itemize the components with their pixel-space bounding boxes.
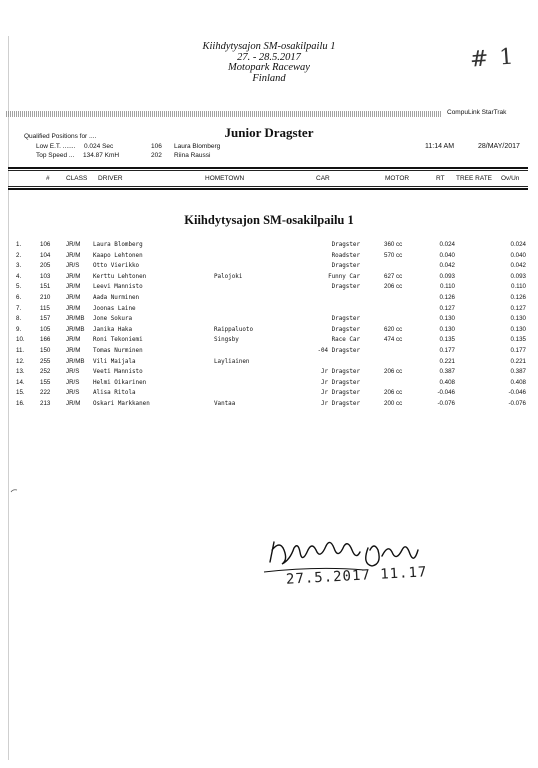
result-driver: Kerttu Lehtonen <box>93 273 147 280</box>
result-car: Dragster <box>331 326 360 333</box>
table-row <box>0 272 538 283</box>
event-dates: 27. - 28.5.2017 <box>237 51 301 63</box>
table-row <box>0 325 538 336</box>
report-time: 11:14 AM <box>425 143 455 150</box>
table-row <box>0 240 538 251</box>
result-car-number: 255 <box>40 357 51 365</box>
result-motor: 200 cc <box>384 399 403 407</box>
result-over-under: 0.135 <box>510 336 526 344</box>
table-row <box>0 378 538 389</box>
dotted-separator <box>6 111 442 117</box>
result-position: 9. <box>16 325 22 333</box>
result-driver: Oskari Markkanen <box>93 400 150 407</box>
result-car: Dragster <box>331 284 360 291</box>
table-row <box>0 388 538 399</box>
result-over-under: 0.024 <box>510 241 526 248</box>
result-reaction-time: -0.076 <box>437 399 455 407</box>
result-driver: Otto Vierikko <box>93 263 140 270</box>
result-driver: Tomas Nurminen <box>93 347 143 354</box>
result-position: 2. <box>16 251 22 259</box>
result-over-under: 0.387 <box>510 368 526 376</box>
result-car-number: 150 <box>40 346 51 354</box>
col-num: # <box>46 175 50 182</box>
result-over-under: 0.093 <box>510 272 526 280</box>
result-car: Race Car <box>331 337 360 344</box>
result-motor: 206 cc <box>384 283 403 291</box>
result-motor: 627 cc <box>384 272 403 280</box>
result-car: Jr Dragster <box>320 379 360 386</box>
result-driver: Joonas Laine <box>93 305 136 312</box>
result-class: JR/M <box>66 272 81 280</box>
result-driver: Alisa Ritola <box>93 390 136 397</box>
result-position: 5. <box>16 283 22 291</box>
qualified-label: Qualified Positions for .... <box>24 133 97 140</box>
result-driver: Vili Maijala <box>93 358 136 365</box>
result-over-under: 0.040 <box>510 251 526 259</box>
result-driver: Veeti Mannisto <box>93 369 143 376</box>
result-class: JR/M <box>66 399 81 407</box>
result-reaction-time: 0.110 <box>439 283 455 291</box>
result-reaction-time: 0.135 <box>439 336 455 344</box>
result-car-number: 104 <box>40 251 51 259</box>
result-car: Jr Dragster <box>320 390 360 397</box>
result-class: JR/M <box>66 304 81 312</box>
table-row <box>0 314 538 325</box>
result-position: 1. <box>16 241 22 248</box>
software-name: CompuLink StarTrak <box>447 109 507 116</box>
header-rule-top-thin <box>8 170 528 171</box>
result-class: JR/M <box>66 346 81 354</box>
result-over-under: 0.110 <box>510 283 526 291</box>
result-position: 10. <box>16 336 25 344</box>
result-reaction-time: 0.127 <box>439 304 455 312</box>
result-car-number: 105 <box>40 325 51 333</box>
event-header <box>0 42 538 84</box>
result-over-under: 0.127 <box>510 304 526 312</box>
result-position: 13. <box>16 368 25 376</box>
result-car-number: 252 <box>40 368 51 376</box>
results-table <box>0 240 538 410</box>
result-driver: Laura Blomberg <box>93 242 143 248</box>
result-class: JR/M <box>66 241 81 248</box>
result-reaction-time: -0.046 <box>437 389 455 397</box>
result-motor: 206 cc <box>384 389 403 397</box>
result-motor: 570 cc <box>384 251 403 259</box>
result-motor: 360 cc <box>384 241 403 248</box>
margin-tick-mark <box>10 488 18 494</box>
result-car: Roadster <box>331 252 360 259</box>
result-car: Jr Dragster <box>320 369 360 376</box>
result-over-under: 0.221 <box>510 357 526 365</box>
result-hometown: Singsby <box>214 337 239 344</box>
col-rt: RT <box>436 175 445 182</box>
top-speed-number: 202 <box>151 152 162 159</box>
result-position: 8. <box>16 315 22 323</box>
result-driver: Leevi Mannisto <box>93 284 143 291</box>
event-name: Kiihdytysajon SM-osakilpailu 1 <box>202 41 336 52</box>
result-car: Dragster <box>331 263 360 270</box>
result-car-number: 151 <box>40 283 51 291</box>
col-hometown: HOMETOWN <box>205 175 245 182</box>
header-rule-top <box>8 167 528 169</box>
result-class: JR/S <box>66 368 80 376</box>
result-over-under: 0.130 <box>510 315 526 323</box>
low-et-label: Low E.T. ....... <box>36 142 76 150</box>
result-driver: Kaapo Lehtonen <box>93 252 143 259</box>
result-over-under: 0.042 <box>510 262 526 270</box>
result-class: JR/MB <box>66 315 85 323</box>
low-et-driver: Laura Blomberg <box>174 142 221 150</box>
result-reaction-time: 0.130 <box>439 315 455 323</box>
result-hometown: Layliainen <box>214 358 250 365</box>
results-title: Kiihdytysajon SM-osakilpailu 1 <box>184 213 354 227</box>
result-car-number: 213 <box>40 399 51 407</box>
event-venue: Motopark Raceway <box>228 62 310 73</box>
result-class: JR/S <box>66 262 80 270</box>
result-over-under: 0.408 <box>510 378 526 386</box>
result-reaction-time: 0.221 <box>439 357 455 365</box>
result-position: 3. <box>16 262 22 270</box>
top-speed-driver: Riina Raussi <box>174 152 211 159</box>
table-row <box>0 293 538 304</box>
table-row <box>0 346 538 357</box>
result-car: Funny Car <box>328 273 360 280</box>
result-car-number: 157 <box>40 315 51 323</box>
table-row <box>0 282 538 293</box>
result-over-under: 0.177 <box>510 346 526 354</box>
result-car-number: 205 <box>40 262 51 270</box>
signature-datetime: 27.5.2017 11.17 <box>285 564 428 588</box>
result-reaction-time: 0.042 <box>439 262 455 270</box>
result-car: -04 Dragster <box>317 347 360 354</box>
report-timestamp <box>425 143 520 150</box>
result-position: 16. <box>16 399 25 407</box>
result-car: Dragster <box>331 242 360 248</box>
header-rule-bottom <box>8 186 528 187</box>
col-ov-un: Ov/Un <box>501 175 520 182</box>
low-et-number: 106 <box>151 142 162 150</box>
table-row <box>0 335 538 346</box>
result-class: JR/S <box>66 378 80 386</box>
result-reaction-time: 0.024 <box>439 241 455 248</box>
result-reaction-time: 0.408 <box>439 378 455 386</box>
result-car-number: 222 <box>40 389 51 397</box>
result-hometown: Vantaa <box>214 400 236 407</box>
result-reaction-time: 0.130 <box>439 325 455 333</box>
result-motor: 474 cc <box>384 336 403 344</box>
result-class: JR/S <box>66 389 80 397</box>
table-row <box>0 251 538 262</box>
result-class: JR/M <box>66 293 81 301</box>
result-over-under: -0.046 <box>508 389 526 397</box>
result-class: JR/M <box>66 336 81 344</box>
result-car-number: 115 <box>40 304 50 312</box>
table-row <box>0 357 538 368</box>
result-hometown: Raippaluoto <box>214 326 254 333</box>
result-car-number: 155 <box>40 378 51 386</box>
result-reaction-time: 0.126 <box>439 293 455 301</box>
result-position: 4. <box>16 272 22 280</box>
result-reaction-time: 0.093 <box>439 272 455 280</box>
result-car-number: 106 <box>40 241 51 248</box>
table-row <box>0 261 538 272</box>
result-driver: Jone Sokura <box>93 316 133 323</box>
event-country: Finland <box>252 72 286 84</box>
result-over-under: 0.126 <box>510 293 526 301</box>
result-driver: Aada Nurminen <box>93 294 140 301</box>
result-class: JR/M <box>66 251 81 259</box>
col-tree-rate: TREE RATE <box>456 175 492 182</box>
category-title: Junior Dragster <box>224 125 314 140</box>
result-driver: Roni Tekoniemi <box>93 337 143 344</box>
result-reaction-time: 0.040 <box>439 251 455 259</box>
result-car: Jr Dragster <box>320 400 360 407</box>
result-position: 6. <box>16 293 22 301</box>
result-over-under: 0.130 <box>510 325 526 333</box>
low-et-value: 0.024 Sec <box>84 142 114 150</box>
result-over-under: -0.076 <box>508 399 526 407</box>
col-class: CLASS <box>66 175 88 182</box>
handwritten-page-number: # 1 <box>469 44 517 73</box>
result-position: 12. <box>16 357 25 365</box>
result-driver: Janika Haka <box>93 326 133 333</box>
result-car: Dragster <box>331 316 360 323</box>
result-car-number: 210 <box>40 293 51 301</box>
result-position: 7. <box>16 304 22 312</box>
table-row <box>0 399 538 410</box>
result-position: 14. <box>16 378 25 386</box>
result-car-number: 103 <box>40 272 51 280</box>
result-hometown: Palojoki <box>214 273 243 280</box>
table-row <box>0 304 538 315</box>
col-motor: MOTOR <box>385 175 410 182</box>
result-reaction-time: 0.177 <box>439 346 455 354</box>
col-driver: DRIVER <box>98 175 123 182</box>
table-row <box>0 367 538 378</box>
result-position: 11. <box>16 346 25 354</box>
header-rule-bottom-thick <box>8 188 528 190</box>
result-position: 15. <box>16 389 25 397</box>
result-class: JR/M <box>66 283 81 291</box>
result-driver: Helmi Oikarinen <box>93 379 147 386</box>
result-motor: 206 cc <box>384 368 403 376</box>
report-date: 28/MAY/2017 <box>478 143 520 150</box>
result-class: JR/MB <box>66 357 85 365</box>
top-speed-value: 134.87 KmH <box>83 152 120 159</box>
result-class: JR/MB <box>66 325 85 333</box>
col-car: CAR <box>316 175 330 182</box>
result-motor: 620 cc <box>384 325 403 333</box>
top-speed-label: Top Speed ... <box>36 152 75 159</box>
result-reaction-time: 0.387 <box>439 368 455 376</box>
result-car-number: 166 <box>40 336 51 344</box>
